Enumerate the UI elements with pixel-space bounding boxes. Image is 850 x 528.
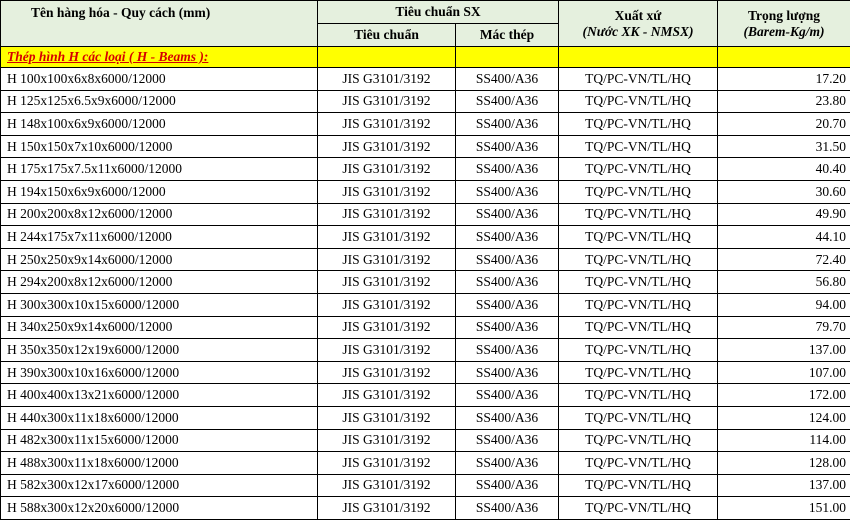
cell-standard: JIS G3101/3192: [318, 113, 456, 136]
cell-name: H 150x150x7x10x6000/12000: [1, 135, 318, 158]
cell-origin: TQ/PC-VN/TL/HQ: [559, 293, 718, 316]
cell-standard: JIS G3101/3192: [318, 497, 456, 520]
cell-weight: 20.70: [718, 113, 850, 136]
cell-origin: TQ/PC-VN/TL/HQ: [559, 113, 718, 136]
cell-standard: JIS G3101/3192: [318, 474, 456, 497]
cell-name: H 482x300x11x15x6000/12000: [1, 429, 318, 452]
header-row-1: [1, 1, 850, 24]
cell-origin: TQ/PC-VN/TL/HQ: [559, 180, 718, 203]
table-row: [1, 113, 850, 136]
cell-weight: 56.80: [718, 271, 850, 294]
section-cell: [456, 47, 559, 68]
cell-grade: SS400/A36: [456, 135, 559, 158]
table-row: [1, 226, 850, 249]
cell-origin: TQ/PC-VN/TL/HQ: [559, 248, 718, 271]
header-origin-title: Xuất xứ: [614, 7, 662, 23]
cell-weight: 94.00: [718, 293, 850, 316]
cell-name: H 194x150x6x9x6000/12000: [1, 180, 318, 203]
table-row: [1, 248, 850, 271]
cell-name: H 125x125x6.5x9x6000/12000: [1, 90, 318, 113]
cell-weight: 79.70: [718, 316, 850, 339]
cell-name: H 294x200x8x12x6000/12000: [1, 271, 318, 294]
header-weight-title: Trọng lượng: [748, 7, 820, 23]
cell-standard: JIS G3101/3192: [318, 361, 456, 384]
cell-standard: JIS G3101/3192: [318, 203, 456, 226]
cell-origin: TQ/PC-VN/TL/HQ: [559, 497, 718, 520]
section-cell: [718, 47, 850, 68]
table-row: [1, 271, 850, 294]
cell-name: H 250x250x9x14x6000/12000: [1, 248, 318, 271]
cell-weight: 23.80: [718, 90, 850, 113]
cell-grade: SS400/A36: [456, 90, 559, 113]
cell-grade: SS400/A36: [456, 203, 559, 226]
cell-name: H 148x100x6x9x6000/12000: [1, 113, 318, 136]
cell-origin: TQ/PC-VN/TL/HQ: [559, 90, 718, 113]
cell-name: H 390x300x10x16x6000/12000: [1, 361, 318, 384]
cell-grade: SS400/A36: [456, 384, 559, 407]
cell-name: H 100x100x6x8x6000/12000: [1, 68, 318, 91]
cell-name: H 300x300x10x15x6000/12000: [1, 293, 318, 316]
cell-standard: JIS G3101/3192: [318, 226, 456, 249]
cell-name: H 350x350x12x19x6000/12000: [1, 339, 318, 362]
header-origin-sub: (Nước XK - NMSX): [582, 23, 694, 39]
cell-name: H 488x300x11x18x6000/12000: [1, 452, 318, 475]
table-row: [1, 452, 850, 475]
cell-name: H 400x400x13x21x6000/12000: [1, 384, 318, 407]
cell-standard: JIS G3101/3192: [318, 271, 456, 294]
cell-name: H 582x300x12x17x6000/12000: [1, 474, 318, 497]
cell-weight: 31.50: [718, 135, 850, 158]
cell-origin: TQ/PC-VN/TL/HQ: [559, 361, 718, 384]
cell-name: H 340x250x9x14x6000/12000: [1, 316, 318, 339]
section-row: [1, 47, 850, 68]
header-standard-group: Tiêu chuẩn SX: [318, 1, 559, 24]
cell-weight: 40.40: [718, 158, 850, 181]
table-row: [1, 68, 850, 91]
table-row: [1, 429, 850, 452]
cell-weight: 17.20: [718, 68, 850, 91]
cell-standard: JIS G3101/3192: [318, 158, 456, 181]
cell-grade: SS400/A36: [456, 497, 559, 520]
section-cell: [559, 47, 718, 68]
cell-weight: 107.00: [718, 361, 850, 384]
cell-grade: SS400/A36: [456, 361, 559, 384]
cell-grade: SS400/A36: [456, 406, 559, 429]
cell-grade: SS400/A36: [456, 248, 559, 271]
cell-name: H 200x200x8x12x6000/12000: [1, 203, 318, 226]
cell-grade: SS400/A36: [456, 429, 559, 452]
cell-weight: 44.10: [718, 226, 850, 249]
table-row: [1, 384, 850, 407]
cell-origin: TQ/PC-VN/TL/HQ: [559, 68, 718, 91]
cell-grade: SS400/A36: [456, 339, 559, 362]
cell-weight: 114.00: [718, 429, 850, 452]
table-row: [1, 361, 850, 384]
cell-standard: JIS G3101/3192: [318, 406, 456, 429]
cell-standard: JIS G3101/3192: [318, 180, 456, 203]
cell-weight: 72.40: [718, 248, 850, 271]
cell-weight: 49.90: [718, 203, 850, 226]
header-name: Tên hàng hóa - Quy cách (mm): [1, 1, 318, 47]
cell-grade: SS400/A36: [456, 316, 559, 339]
table-row: [1, 497, 850, 520]
cell-weight: 30.60: [718, 180, 850, 203]
cell-origin: TQ/PC-VN/TL/HQ: [559, 271, 718, 294]
section-label: Thép hình H các loại ( H - Beams ):: [1, 47, 318, 68]
table-row: [1, 90, 850, 113]
cell-name: H 175x175x7.5x11x6000/12000: [1, 158, 318, 181]
cell-standard: JIS G3101/3192: [318, 135, 456, 158]
table-row: [1, 293, 850, 316]
cell-grade: SS400/A36: [456, 68, 559, 91]
cell-grade: SS400/A36: [456, 180, 559, 203]
cell-standard: JIS G3101/3192: [318, 90, 456, 113]
header-weight-sub: (Barem-Kg/m): [743, 23, 825, 39]
cell-origin: TQ/PC-VN/TL/HQ: [559, 203, 718, 226]
section-cell: [318, 47, 456, 68]
cell-weight: 137.00: [718, 339, 850, 362]
header-standard: Tiêu chuẩn: [318, 24, 456, 47]
cell-standard: JIS G3101/3192: [318, 429, 456, 452]
cell-origin: TQ/PC-VN/TL/HQ: [559, 226, 718, 249]
cell-weight: 128.00: [718, 452, 850, 475]
cell-standard: JIS G3101/3192: [318, 452, 456, 475]
cell-standard: JIS G3101/3192: [318, 316, 456, 339]
cell-origin: TQ/PC-VN/TL/HQ: [559, 316, 718, 339]
header-origin: [559, 1, 718, 47]
cell-grade: SS400/A36: [456, 474, 559, 497]
cell-origin: TQ/PC-VN/TL/HQ: [559, 158, 718, 181]
cell-weight: 124.00: [718, 406, 850, 429]
header-weight: [718, 1, 850, 47]
cell-name: H 440x300x11x18x6000/12000: [1, 406, 318, 429]
cell-weight: 151.00: [718, 497, 850, 520]
table-row: [1, 180, 850, 203]
cell-standard: JIS G3101/3192: [318, 339, 456, 362]
cell-origin: TQ/PC-VN/TL/HQ: [559, 135, 718, 158]
table-row: [1, 203, 850, 226]
cell-weight: 172.00: [718, 384, 850, 407]
cell-grade: SS400/A36: [456, 158, 559, 181]
cell-grade: SS400/A36: [456, 226, 559, 249]
cell-name: H 244x175x7x11x6000/12000: [1, 226, 318, 249]
table-row: [1, 135, 850, 158]
cell-standard: JIS G3101/3192: [318, 384, 456, 407]
cell-standard: JIS G3101/3192: [318, 68, 456, 91]
table-row: [1, 406, 850, 429]
cell-standard: JIS G3101/3192: [318, 248, 456, 271]
cell-name: H 588x300x12x20x6000/12000: [1, 497, 318, 520]
header-grade: Mác thép: [456, 24, 559, 47]
cell-grade: SS400/A36: [456, 293, 559, 316]
cell-weight: 137.00: [718, 474, 850, 497]
cell-origin: TQ/PC-VN/TL/HQ: [559, 429, 718, 452]
table-row: [1, 339, 850, 362]
table-row: [1, 158, 850, 181]
cell-origin: TQ/PC-VN/TL/HQ: [559, 339, 718, 362]
cell-origin: TQ/PC-VN/TL/HQ: [559, 474, 718, 497]
cell-grade: SS400/A36: [456, 271, 559, 294]
cell-grade: SS400/A36: [456, 452, 559, 475]
table-row: [1, 474, 850, 497]
cell-origin: TQ/PC-VN/TL/HQ: [559, 406, 718, 429]
cell-origin: TQ/PC-VN/TL/HQ: [559, 384, 718, 407]
table-row: [1, 316, 850, 339]
cell-origin: TQ/PC-VN/TL/HQ: [559, 452, 718, 475]
cell-standard: JIS G3101/3192: [318, 293, 456, 316]
cell-grade: SS400/A36: [456, 113, 559, 136]
